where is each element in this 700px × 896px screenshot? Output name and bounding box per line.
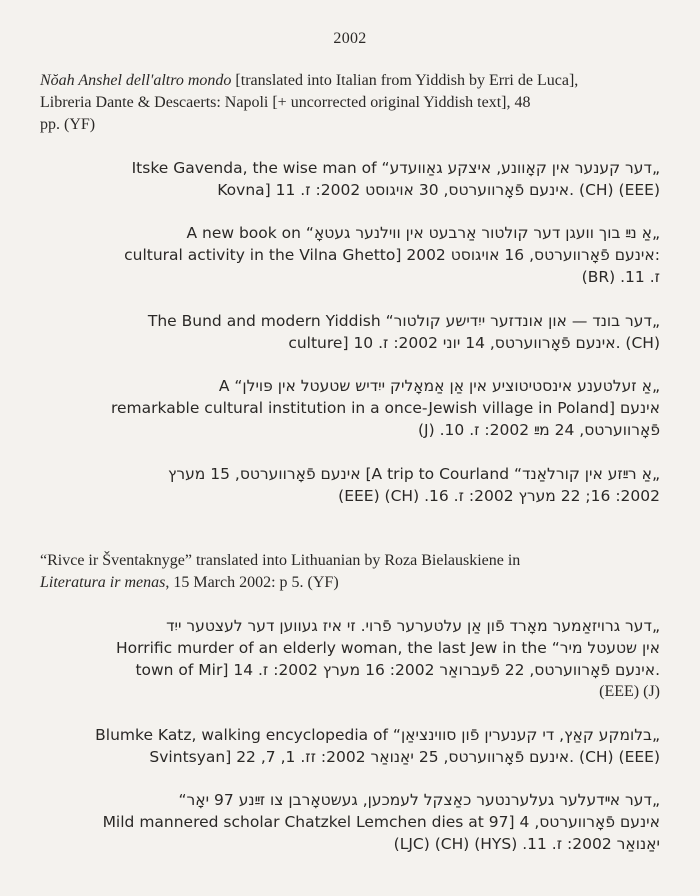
entry-text: [translated into Italian from Yiddish by Erri de Luca],	[231, 72, 579, 89]
bibliography-entry	[40, 724, 660, 768]
entry-text: Mild mannered scholar Chatzkel Lemchen dies at 97] אינעם פֿאָרווערטס, 4	[102, 813, 660, 831]
entry-line	[40, 789, 660, 811]
entry-text: „אַ זעלטענע אינסטיטוציע אין אַן אַמאָליק ייִדיש שטעטל אין פּוילן“ A	[218, 377, 660, 395]
page-year-heading: 2002	[333, 30, 367, 47]
entry-text: פֿאָרווערטס, 24 מײַ 2002: ז. 10. (J)	[417, 421, 660, 439]
entry-line	[40, 92, 660, 114]
entry-text: Svintsyan] אינעם פֿאָרווערטס, 25 יאַנואַר 2002: זז. 1, 7, 22. (CH) (EEE)	[149, 748, 660, 766]
bibliography-entry	[40, 70, 660, 136]
entry-text: יאַנואַר 2002: ז. 11. (HYS) (CH) (LJC)	[393, 835, 660, 853]
entry-text: „דער אײדעלער געלערנטער כאַצקל לעמכען, געשטאָרבן צו זײַנע 97 יאָר“	[178, 791, 660, 809]
italic-title: Nŏah Anshel dell'altro mondo	[40, 72, 232, 89]
entry-line	[40, 114, 660, 136]
entry-text: „אַ רײַזע אין קורלאַנד“ A trip to Courland] אינעם פֿאָרווערטס, 15 מערץ	[167, 465, 660, 483]
entry-line	[40, 550, 660, 572]
bibliography-entry	[40, 375, 660, 441]
bibliography-entry	[40, 550, 660, 594]
entry-line	[40, 157, 660, 179]
entry-text: cultural activity in the Vilna Ghetto] אינעם פֿאָרווערטס, 16 אויגוסט 2002:	[124, 246, 660, 264]
entry-line	[40, 833, 660, 855]
entry-line	[40, 811, 660, 833]
entry-line	[40, 179, 660, 201]
bibliography-entry	[40, 615, 660, 703]
entry-line	[40, 681, 660, 703]
entry-text: remarkable cultural institution in a once-Jewish village in Poland] אינעם	[110, 399, 660, 417]
entry-text: ז. 11. (BR)	[581, 268, 660, 286]
entry-text: אין שטעטל מיר“ Horrific murder of an elderly woman, the last Jew in the	[115, 639, 660, 657]
entry-line	[40, 746, 660, 768]
entry-line	[40, 572, 660, 594]
entry-text: „דער קענער אין קאָוונע, איצקע גאַוועדע“ Itske Gavenda, the wise man of	[131, 159, 660, 177]
entry-text: , 15 March 2002: p 5. (YF)	[165, 574, 339, 591]
entry-text: culture] אינעם פֿאָרווערטס, 14 יוני 2002: ז. 10. (CH)	[288, 334, 660, 352]
bibliography-entry	[40, 157, 660, 201]
bibliography-entry	[40, 310, 660, 354]
italic-title: Literatura ir menas	[40, 574, 166, 591]
entry-line	[40, 266, 660, 288]
entry-line	[40, 659, 660, 681]
entry-line	[40, 332, 660, 354]
entry-line	[40, 310, 660, 332]
entry-text: „דער גרויזאַמער מאָרד פֿון אַן עלטערער פֿרוי. זי איז געווען דער לעצטער ייִד	[166, 617, 660, 635]
entry-line	[40, 375, 660, 397]
entry-line	[40, 463, 660, 485]
entry-text: Libreria Dante & Descaerts: Napoli [+ uncorrected original Yiddish text], 48	[40, 94, 531, 111]
entry-text: 2002: 16; 22 מערץ 2002: ז. 16. (CH) (EEE)	[338, 487, 660, 505]
entry-text: “Rivce ir Šventaknyge” translated into Lithuanian by Roza Bielauskiene in	[40, 552, 521, 569]
entry-text: „דער בונד — און אונדזער ייִדישע קולטור“ The Bund and modern Yiddish	[147, 312, 660, 330]
entry-text: pp. (YF)	[40, 116, 96, 133]
entry-line	[40, 70, 660, 92]
entry-line	[40, 222, 660, 244]
entry-line	[40, 724, 660, 746]
entry-line	[40, 637, 660, 659]
bibliography-entry	[40, 789, 660, 855]
entry-text: „אַ נײַ בוך וועגן דער קולטור אַרבעט אין ווילנער געטאָ“ A new book on	[186, 224, 660, 242]
entry-line	[40, 397, 660, 419]
bibliography-entry	[40, 222, 660, 288]
entry-text: Kovna] אינעם פֿאָרווערטס, 30 אויגוסט 2002: ז. 11. (CH) (EEE)	[217, 181, 660, 199]
entry-line	[40, 485, 660, 507]
entry-line	[40, 244, 660, 266]
entry-text: (EEE) (J)	[599, 683, 660, 700]
entry-line	[40, 615, 660, 637]
entry-text: „בלומקע קאַץ, די קענערין פֿון סווינציאַן“ Blumke Katz, walking encyclopedia of	[95, 726, 660, 744]
bibliography-entry	[40, 463, 660, 507]
entry-text: town of Mir] אינעם פֿאָרווערטס, 22 פֿעברואַר 2002: 16 מערץ 2002: ז. 14.	[135, 661, 660, 679]
entry-line	[40, 419, 660, 441]
